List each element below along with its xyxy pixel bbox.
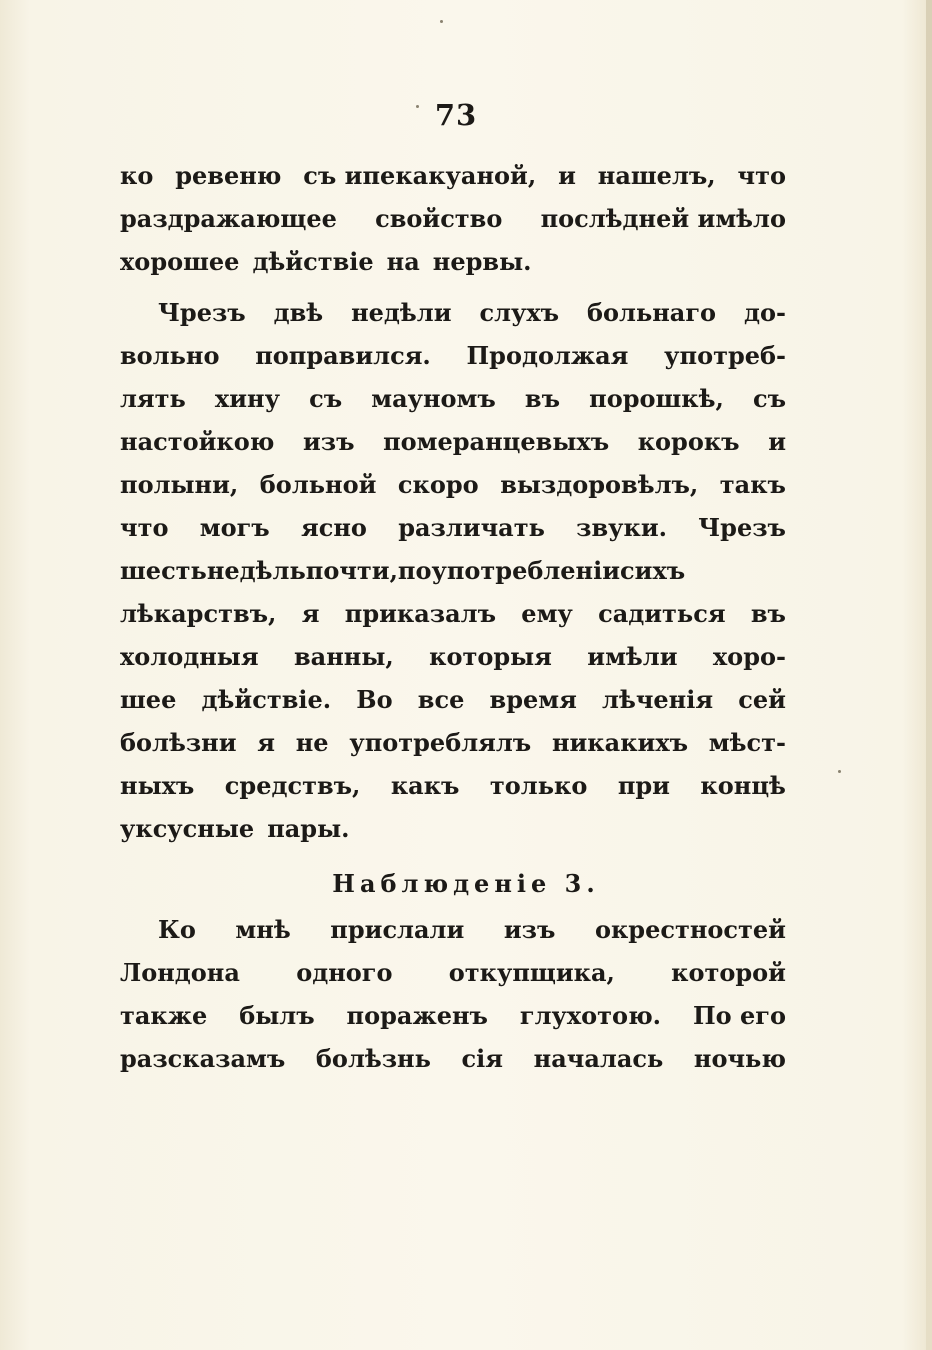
text-line [120, 994, 786, 1037]
word: послѣдней имѣло [540, 204, 786, 233]
word: лѣкарствъ, [120, 599, 277, 628]
word: могъ [199, 513, 270, 542]
word: приказалъ [344, 599, 496, 628]
text-line [120, 291, 786, 334]
word: такъ [719, 470, 786, 499]
word: шее [120, 685, 177, 714]
word: изъ [503, 915, 556, 944]
word: въ [524, 384, 561, 413]
word: и [558, 161, 576, 190]
word: болѣзнь [315, 1044, 431, 1073]
text-line [120, 197, 786, 240]
word: одного [296, 958, 393, 987]
paragraph-observation-3 [120, 908, 786, 1080]
word: имѣли [587, 642, 678, 671]
word: настойкою [120, 427, 275, 456]
word: не [295, 728, 329, 757]
text-line [120, 764, 786, 807]
word: откупщика, [448, 958, 615, 987]
word: померанцевыхъ [383, 427, 610, 456]
text-line [120, 420, 786, 463]
word: Ко [158, 915, 196, 944]
word: По его [692, 1001, 786, 1030]
word: сей [738, 685, 786, 714]
word: холодныя [120, 642, 259, 671]
word: шестьнедѣльпочти,поупотребленіисихъ [120, 556, 686, 585]
word: Лондона [120, 958, 240, 987]
word: Продолжая [466, 341, 629, 370]
text-line [120, 678, 786, 721]
word: все [417, 685, 465, 714]
word: на [386, 247, 420, 276]
word: пары. [267, 814, 350, 843]
text-line [120, 592, 786, 635]
word: хоро- [712, 642, 786, 671]
word: разсказамъ [120, 1044, 286, 1073]
word: въ [750, 599, 786, 628]
word: нервы. [432, 247, 532, 276]
ink-speck [838, 770, 841, 773]
word: ночью [693, 1044, 786, 1073]
ink-speck [440, 20, 443, 23]
paragraph-recovery [120, 291, 786, 850]
text-line [120, 549, 786, 592]
word: изъ [302, 427, 355, 456]
text-line [120, 721, 786, 764]
word: болѣзни [120, 728, 237, 757]
text-line [120, 377, 786, 420]
text-line [120, 635, 786, 678]
text-line [120, 908, 786, 951]
word: хорошее [120, 247, 240, 276]
word: мауномъ [371, 384, 496, 413]
word: различать [398, 513, 545, 542]
word: которой [671, 958, 786, 987]
word: какъ [390, 771, 460, 800]
word: ко [120, 161, 154, 190]
word: время [489, 685, 577, 714]
word: которыя [429, 642, 552, 671]
word: при [617, 771, 670, 800]
word: что [120, 513, 169, 542]
word: дѣйствіе [252, 247, 374, 276]
word: хину [214, 384, 280, 413]
word: скоро [397, 470, 479, 499]
word: и [768, 427, 786, 456]
word: прислали [330, 915, 465, 944]
word: полыни, [120, 470, 239, 499]
word: средствъ, [224, 771, 361, 800]
word: былъ [239, 1001, 315, 1030]
word: окрестностей [594, 915, 786, 944]
text-line [120, 1037, 786, 1080]
word: лять [120, 384, 186, 413]
word: дѣйствіе. [201, 685, 332, 714]
word: ему [521, 599, 573, 628]
page-number: 73 [434, 98, 478, 132]
word: концѣ [700, 771, 786, 800]
text-line [120, 154, 786, 197]
word: раздражающее [120, 204, 337, 233]
word: слухъ [479, 298, 560, 327]
word: звуки. [576, 513, 667, 542]
word: только [489, 771, 588, 800]
word: также [120, 1001, 208, 1030]
word: свойство [375, 204, 503, 233]
text-line [120, 463, 786, 506]
word: что [737, 161, 786, 190]
word: употреб- [664, 341, 786, 370]
word: съ ипекакуаной, [303, 161, 537, 190]
word: съ [752, 384, 786, 413]
word: Чрезъ [698, 513, 786, 542]
word: мнѣ [235, 915, 291, 944]
word: Во [356, 685, 393, 714]
text-line [120, 334, 786, 377]
text-line [120, 506, 786, 549]
word: недѣли [351, 298, 452, 327]
text-line [120, 240, 786, 283]
word: пораженъ [346, 1001, 488, 1030]
word: ясно [301, 513, 367, 542]
word: выздоровѣлъ, [500, 470, 699, 499]
word: ванны, [293, 642, 394, 671]
word: никакихъ [551, 728, 689, 757]
word: уксусные [120, 814, 255, 843]
word: ныхъ [120, 771, 195, 800]
word: сія [461, 1044, 504, 1073]
text-line [120, 951, 786, 994]
paragraph-continued [120, 154, 786, 283]
word: Чрезъ [158, 298, 246, 327]
word: больной [259, 470, 377, 499]
word: нашелъ, [597, 161, 716, 190]
word: поправился. [255, 341, 431, 370]
word: садиться [598, 599, 726, 628]
word: больнаго [587, 298, 717, 327]
word: началась [533, 1044, 664, 1073]
word: я [257, 728, 275, 757]
word: съ [309, 384, 343, 413]
word: вольно [120, 341, 220, 370]
word: мѣст- [708, 728, 786, 757]
text-line [120, 807, 786, 850]
word: я [301, 599, 320, 628]
word: лѣченія [602, 685, 714, 714]
word: двѣ [273, 298, 324, 327]
word: корокъ [637, 427, 740, 456]
word: до- [743, 298, 786, 327]
word: глухотою. [519, 1001, 662, 1030]
word: порошкѣ, [589, 384, 724, 413]
word: употреблялъ [349, 728, 532, 757]
word: ревеню [175, 161, 282, 190]
observation-heading: Наблюденіе 3. [332, 869, 600, 898]
